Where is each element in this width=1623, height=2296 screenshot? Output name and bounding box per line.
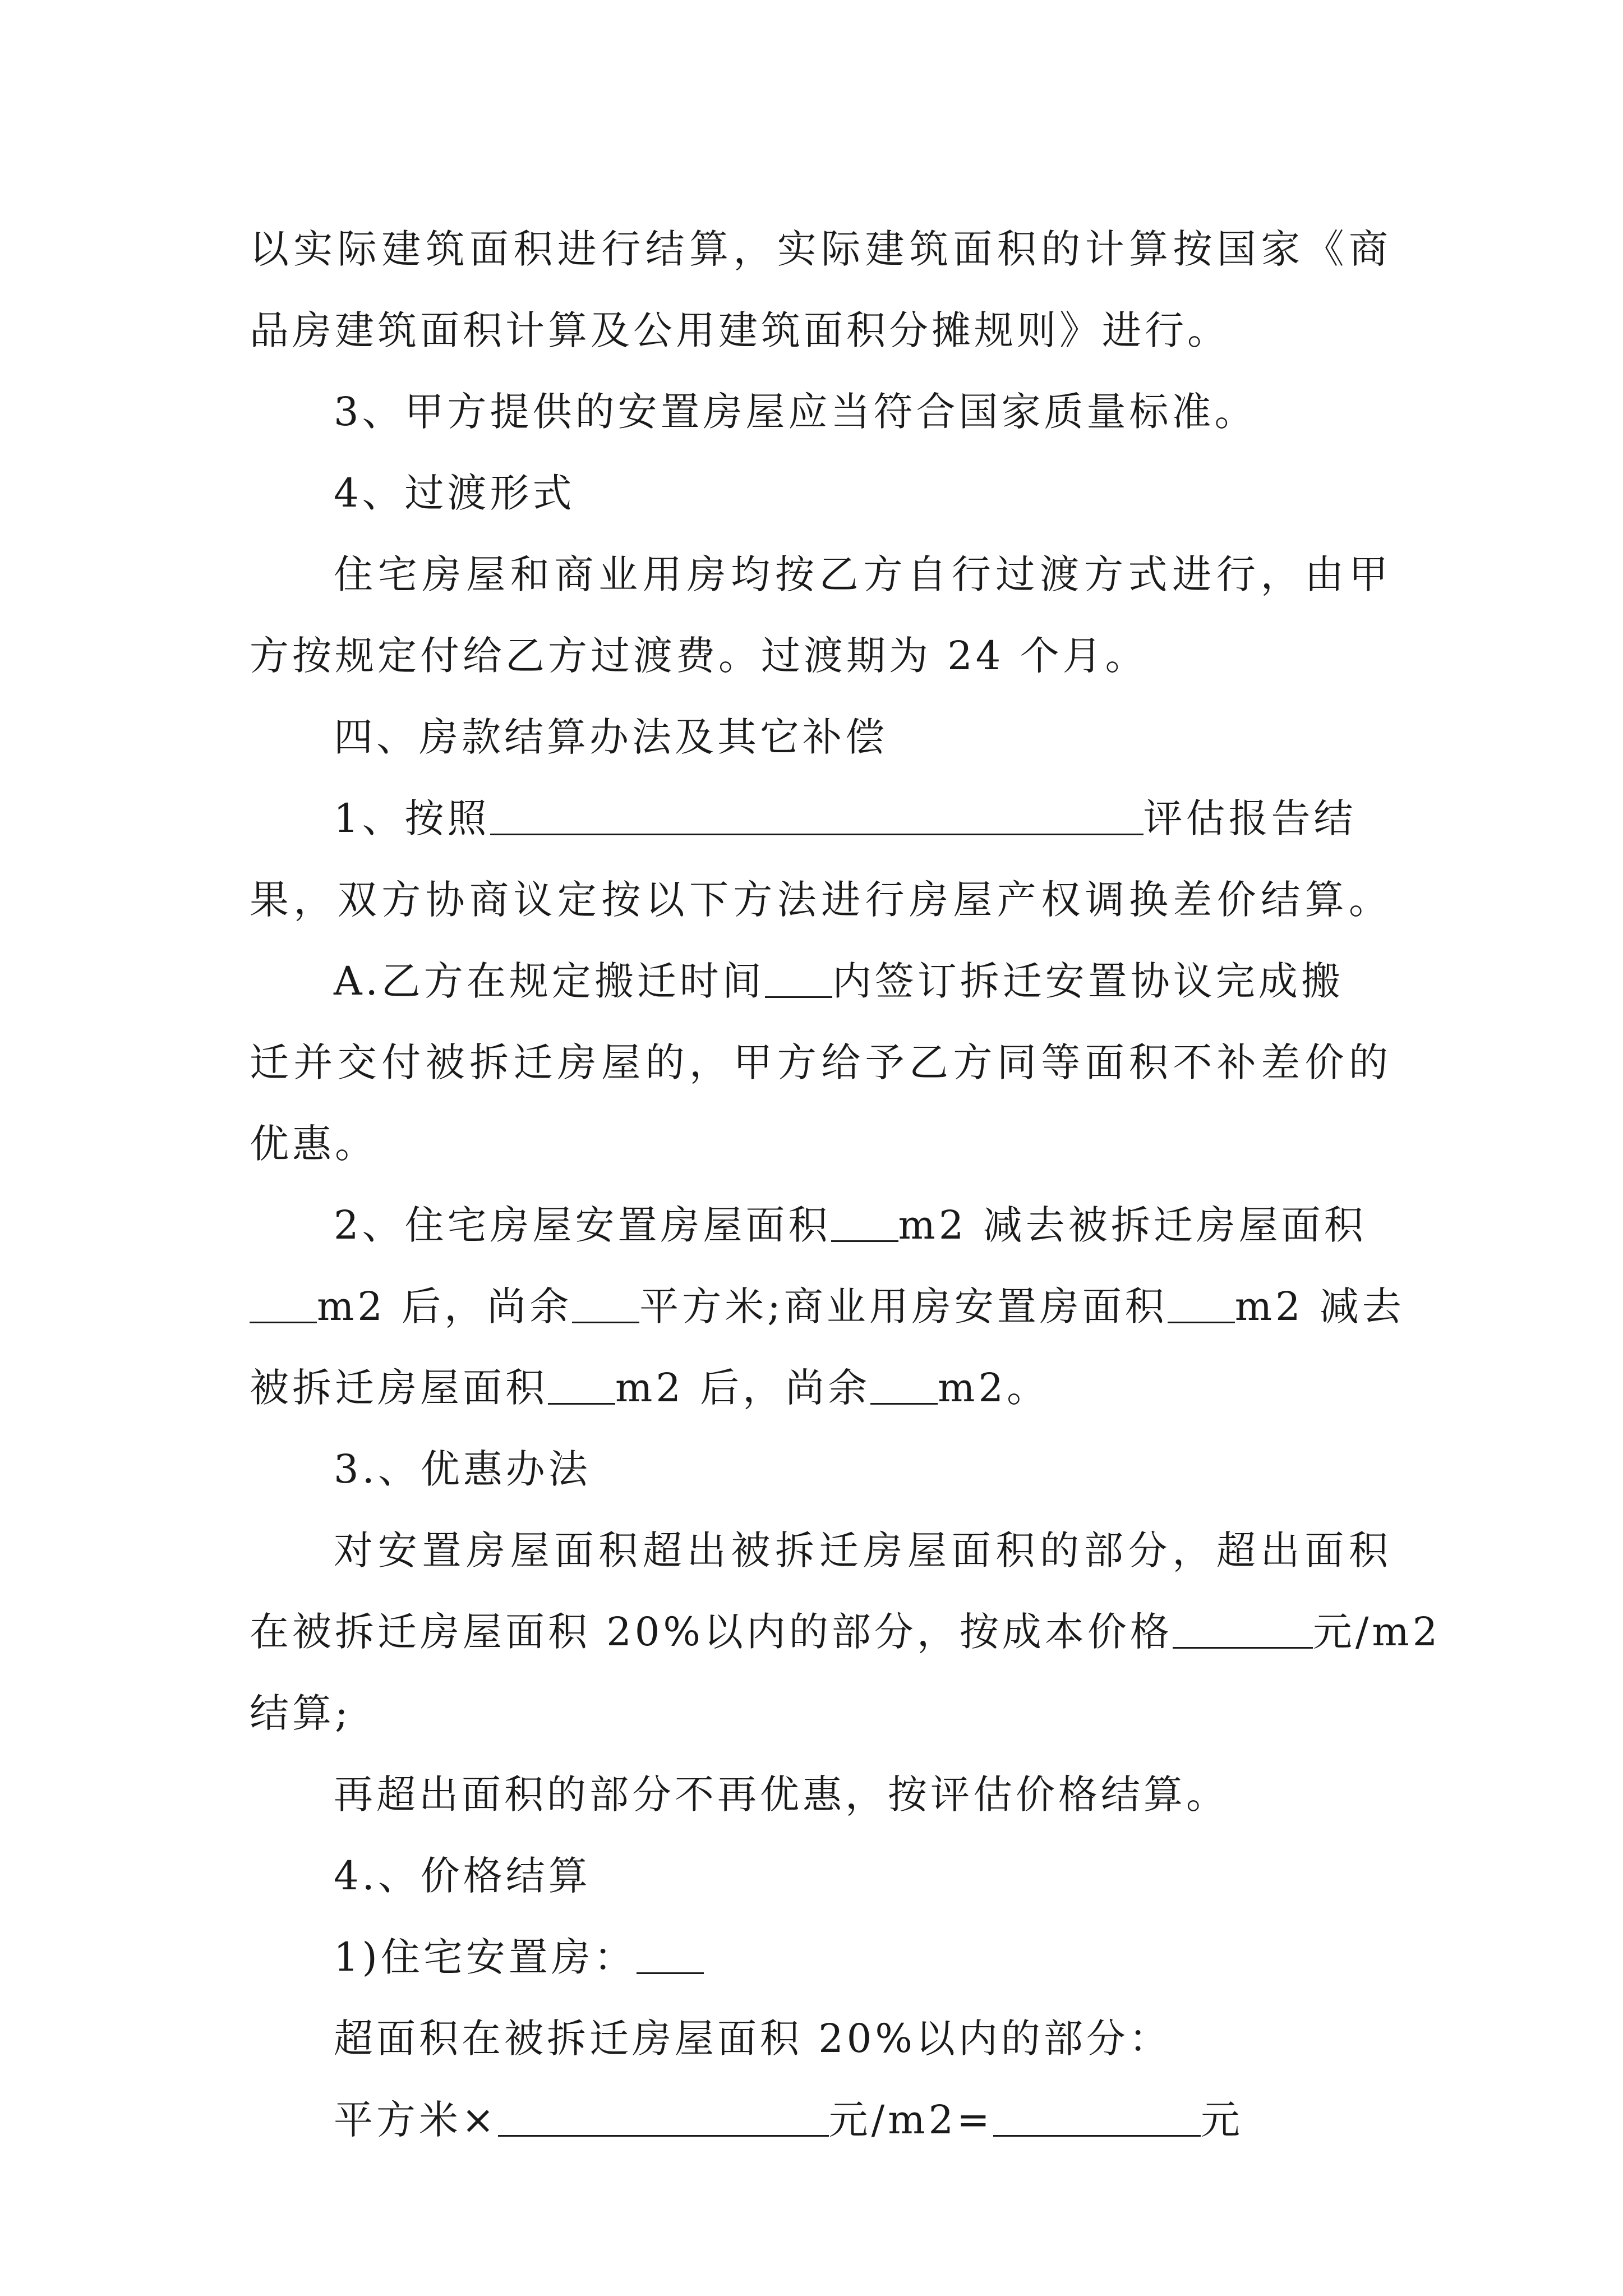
text-line: 果，双方协商议定按以下方法进行房屋产权调换差价结算。 xyxy=(250,877,1388,923)
text-segment: 平方米;商业用房安置房面积 xyxy=(639,1283,1168,1329)
section-heading: 4.、价格结算 xyxy=(334,1853,591,1899)
fill-in-blank[interactable] xyxy=(870,1364,938,1405)
text-line: 再超出面积的部分不再优惠，按评估价格结算。 xyxy=(334,1772,1229,1818)
fill-in-blank[interactable] xyxy=(250,1282,317,1323)
text-line xyxy=(250,2079,1388,2161)
fill-in-blank[interactable] xyxy=(637,1933,704,1974)
fill-in-blank[interactable] xyxy=(498,2096,829,2137)
fill-in-blank[interactable] xyxy=(490,794,1144,835)
text-segment: m2 减去 xyxy=(1234,1283,1405,1329)
text-segment: m2 减去被拆迁房屋面积 xyxy=(898,1202,1367,1248)
text-segment: 评估报告结 xyxy=(1143,795,1357,841)
section-heading: 4、过渡形式 xyxy=(334,470,575,516)
text-segment: 平方米× xyxy=(334,2097,498,2143)
text-line xyxy=(250,1266,1405,1347)
section-heading: 四、房款结算办法及其它补偿 xyxy=(334,714,888,760)
text-segment: m2 后，尚余 xyxy=(317,1283,573,1329)
text-line: 方按规定付给乙方过渡费。过渡期为 24 个月。 xyxy=(250,633,1148,679)
fill-in-blank[interactable] xyxy=(831,1201,898,1242)
text-line xyxy=(250,1347,1388,1429)
text-segment: 被拆迁房屋面积 xyxy=(250,1365,548,1411)
fill-in-blank[interactable] xyxy=(765,957,832,998)
fill-in-blank[interactable] xyxy=(1173,1608,1313,1649)
text-segment: 内签订拆迁安置协议完成搬 xyxy=(832,958,1344,1004)
text-segment: 元/m2 xyxy=(1312,1609,1441,1655)
text-line: 迁并交付被拆迁房屋的，甲方给予乙方同等面积不补差价的 xyxy=(250,1039,1388,1085)
text-segment: 在被拆迁房屋面积 20%以内的部分，按成本价格 xyxy=(250,1609,1173,1655)
text-line: 超面积在被拆迁房屋面积 20%以内的部分： xyxy=(334,2016,1172,2062)
text-line xyxy=(250,778,1388,859)
text-segment: A.乙方在规定搬迁时间 xyxy=(334,958,765,1004)
fill-in-blank[interactable] xyxy=(572,1282,639,1323)
text-line: 优惠。 xyxy=(250,1121,377,1167)
text-segment: m2。 xyxy=(938,1365,1050,1411)
fill-in-blank[interactable] xyxy=(993,2096,1201,2137)
text-line xyxy=(250,941,1388,1022)
text-line: 结算; xyxy=(250,1690,352,1736)
text-line: 以实际建筑面积进行结算，实际建筑面积的计算按国家《商 xyxy=(250,226,1388,272)
text-line: 住宅房屋和商业用房均按乙方自行过渡方式进行，由甲 xyxy=(334,551,1388,597)
text-line xyxy=(250,1185,1388,1266)
document-body xyxy=(250,209,1441,2161)
section-heading: 3.、优惠办法 xyxy=(334,1446,591,1492)
text-line xyxy=(250,1917,1388,1998)
text-line xyxy=(250,1591,1441,1673)
text-line: 对安置房屋面积超出被拆迁房屋面积的部分，超出面积 xyxy=(334,1527,1388,1573)
text-segment: 元 xyxy=(1200,2097,1243,2143)
text-segment: m2 后，尚余 xyxy=(615,1365,871,1411)
text-line: 品房建筑面积计算及公用建筑面积分摊规则》进行。 xyxy=(250,307,1230,353)
text-line: 3、甲方提供的安置房屋应当符合国家质量标准。 xyxy=(334,389,1257,435)
text-segment: 1)住宅安置房： xyxy=(334,1934,637,1980)
fill-in-blank[interactable] xyxy=(1168,1282,1235,1323)
fill-in-blank[interactable] xyxy=(548,1364,615,1405)
text-segment: 2、住宅房屋安置房屋面积 xyxy=(334,1202,831,1248)
text-segment: 元/m2= xyxy=(828,2097,993,2143)
text-segment: 1、按照 xyxy=(334,795,490,841)
